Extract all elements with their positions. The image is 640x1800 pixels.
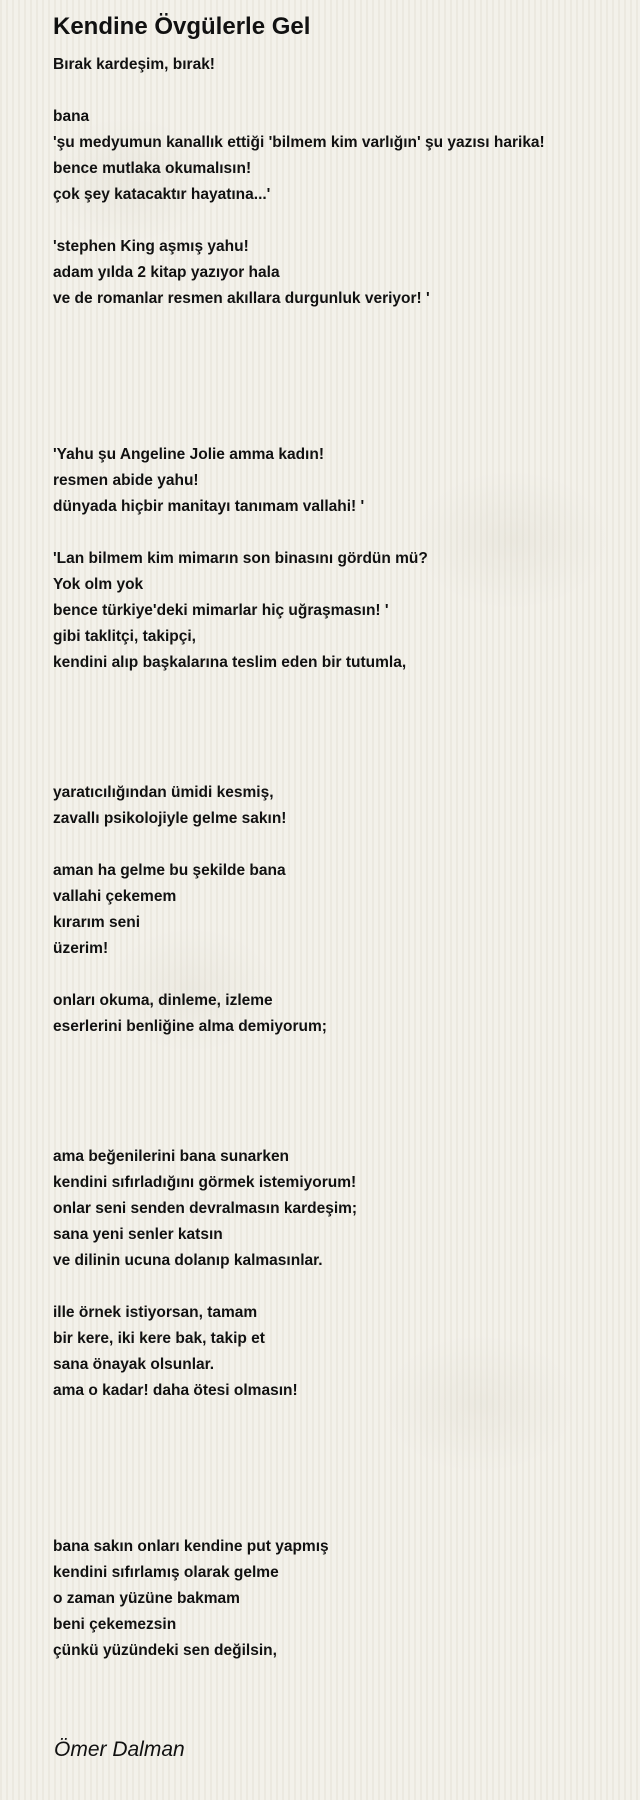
poem-line: üzerim! — [53, 940, 109, 957]
stanza-break — [53, 1274, 628, 1300]
stanza-break — [53, 1482, 628, 1508]
poem-line: gibi taklitçi, takipçi, — [53, 628, 196, 645]
stanza-break — [53, 78, 628, 104]
stanza-break — [53, 832, 628, 858]
poem-line: dünyada hiçbir manitayı tanımam vallahi! ' — [53, 498, 365, 515]
poem-line: zavallı psikolojiyle gelme sakın! — [53, 810, 287, 827]
poem-line: Yok olm yok — [53, 576, 144, 593]
stanza-break — [53, 702, 628, 728]
stanza-break — [53, 754, 628, 780]
stanza-break — [53, 728, 628, 754]
poem-author: Ömer Dalman — [54, 1738, 185, 1761]
poem-line: bana sakın onları kendine put yapmış — [53, 1538, 329, 1555]
stanza-break — [53, 1092, 628, 1118]
stanza-break — [53, 1508, 628, 1534]
stanza-break — [53, 1456, 628, 1482]
poem-line: bana — [53, 108, 90, 125]
stanza-break — [53, 416, 628, 442]
poem-line: adam yılda 2 kitap yazıyor hala — [53, 264, 280, 281]
stanza-break — [53, 1404, 628, 1430]
poem-line: bir kere, iki kere bak, takip et — [53, 1330, 265, 1347]
stanza-break — [53, 962, 628, 988]
stanza-break — [53, 208, 628, 234]
poem-line: 'şu medyumun kanallık ettiği 'bilmem kim varlığın' şu yazısı harika! — [53, 134, 545, 151]
poem-line: ve de romanlar resmen akıllara durgunluk veriyor! ' — [53, 290, 430, 307]
poem-line: onları okuma, dinleme, izleme — [53, 992, 273, 1009]
poem-line: ve dilinin ucuna dolanıp kalmasınlar. — [53, 1252, 323, 1269]
stanza-break — [53, 338, 628, 364]
poem-line: ille örnek istiyorsan, tamam — [53, 1304, 258, 1321]
poem-line: bence türkiye'deki mimarlar hiç uğraşmasın! ' — [53, 602, 389, 619]
poem-line: 'Lan bilmem kim mimarın son binasını gördün mü? — [53, 550, 428, 567]
stanza-break — [53, 1118, 628, 1144]
poem-line: vallahi çekemem — [53, 888, 177, 905]
stanza-break — [53, 390, 628, 416]
poem-line: o zaman yüzüne bakmam — [53, 1590, 240, 1607]
poem-line: sana yeni senler katsın — [53, 1226, 223, 1243]
stanza-break — [53, 312, 628, 338]
poem-line: sana önayak olsunlar. — [53, 1356, 215, 1373]
poem-line: 'stephen King aşmış yahu! — [53, 238, 249, 255]
poem-line: ama o kadar! daha ötesi olmasın! — [53, 1382, 298, 1399]
poem-line: 'Yahu şu Angeline Jolie amma kadın! — [53, 446, 324, 463]
poem-line: ama beğenilerini bana sunarken — [53, 1148, 290, 1165]
poem-line: onlar seni senden devralmasın kardeşim; — [53, 1200, 358, 1217]
stanza-break — [53, 1066, 628, 1092]
poem-line: kendini sıfırladığını görmek istemiyorum! — [53, 1174, 357, 1191]
poem-container — [53, 10, 628, 1664]
stanza-break — [53, 1430, 628, 1456]
poem-line: çünkü yüzündeki sen değilsin, — [53, 1642, 277, 1659]
stanza-break — [53, 1040, 628, 1066]
poem-line: kendini sıfırlamış olarak gelme — [53, 1564, 279, 1581]
poem-line: aman ha gelme bu şekilde bana — [53, 862, 286, 879]
poem-line: resmen abide yahu! — [53, 472, 199, 489]
poem-line: Bırak kardeşim, bırak! — [53, 56, 215, 73]
stanza-break — [53, 364, 628, 390]
poem-line: beni çekemezsin — [53, 1616, 177, 1633]
poem-line: eserlerini benliğine alma demiyorum; — [53, 1018, 327, 1035]
poem-line: bence mutlaka okumalısın! — [53, 160, 252, 177]
stanza-break — [53, 676, 628, 702]
poem-line: kendini alıp başkalarına teslim eden bir tutumla, — [53, 654, 407, 671]
poem-title: Kendine Övgülerle Gel — [53, 13, 311, 40]
poem-line: kırarım seni — [53, 914, 141, 931]
poem-body — [53, 52, 628, 1664]
poem-line: çok şey katacaktır hayatına...' — [53, 186, 271, 203]
poem-line: yaratıcılığından ümidi kesmiş, — [53, 784, 274, 801]
stanza-break — [53, 520, 628, 546]
